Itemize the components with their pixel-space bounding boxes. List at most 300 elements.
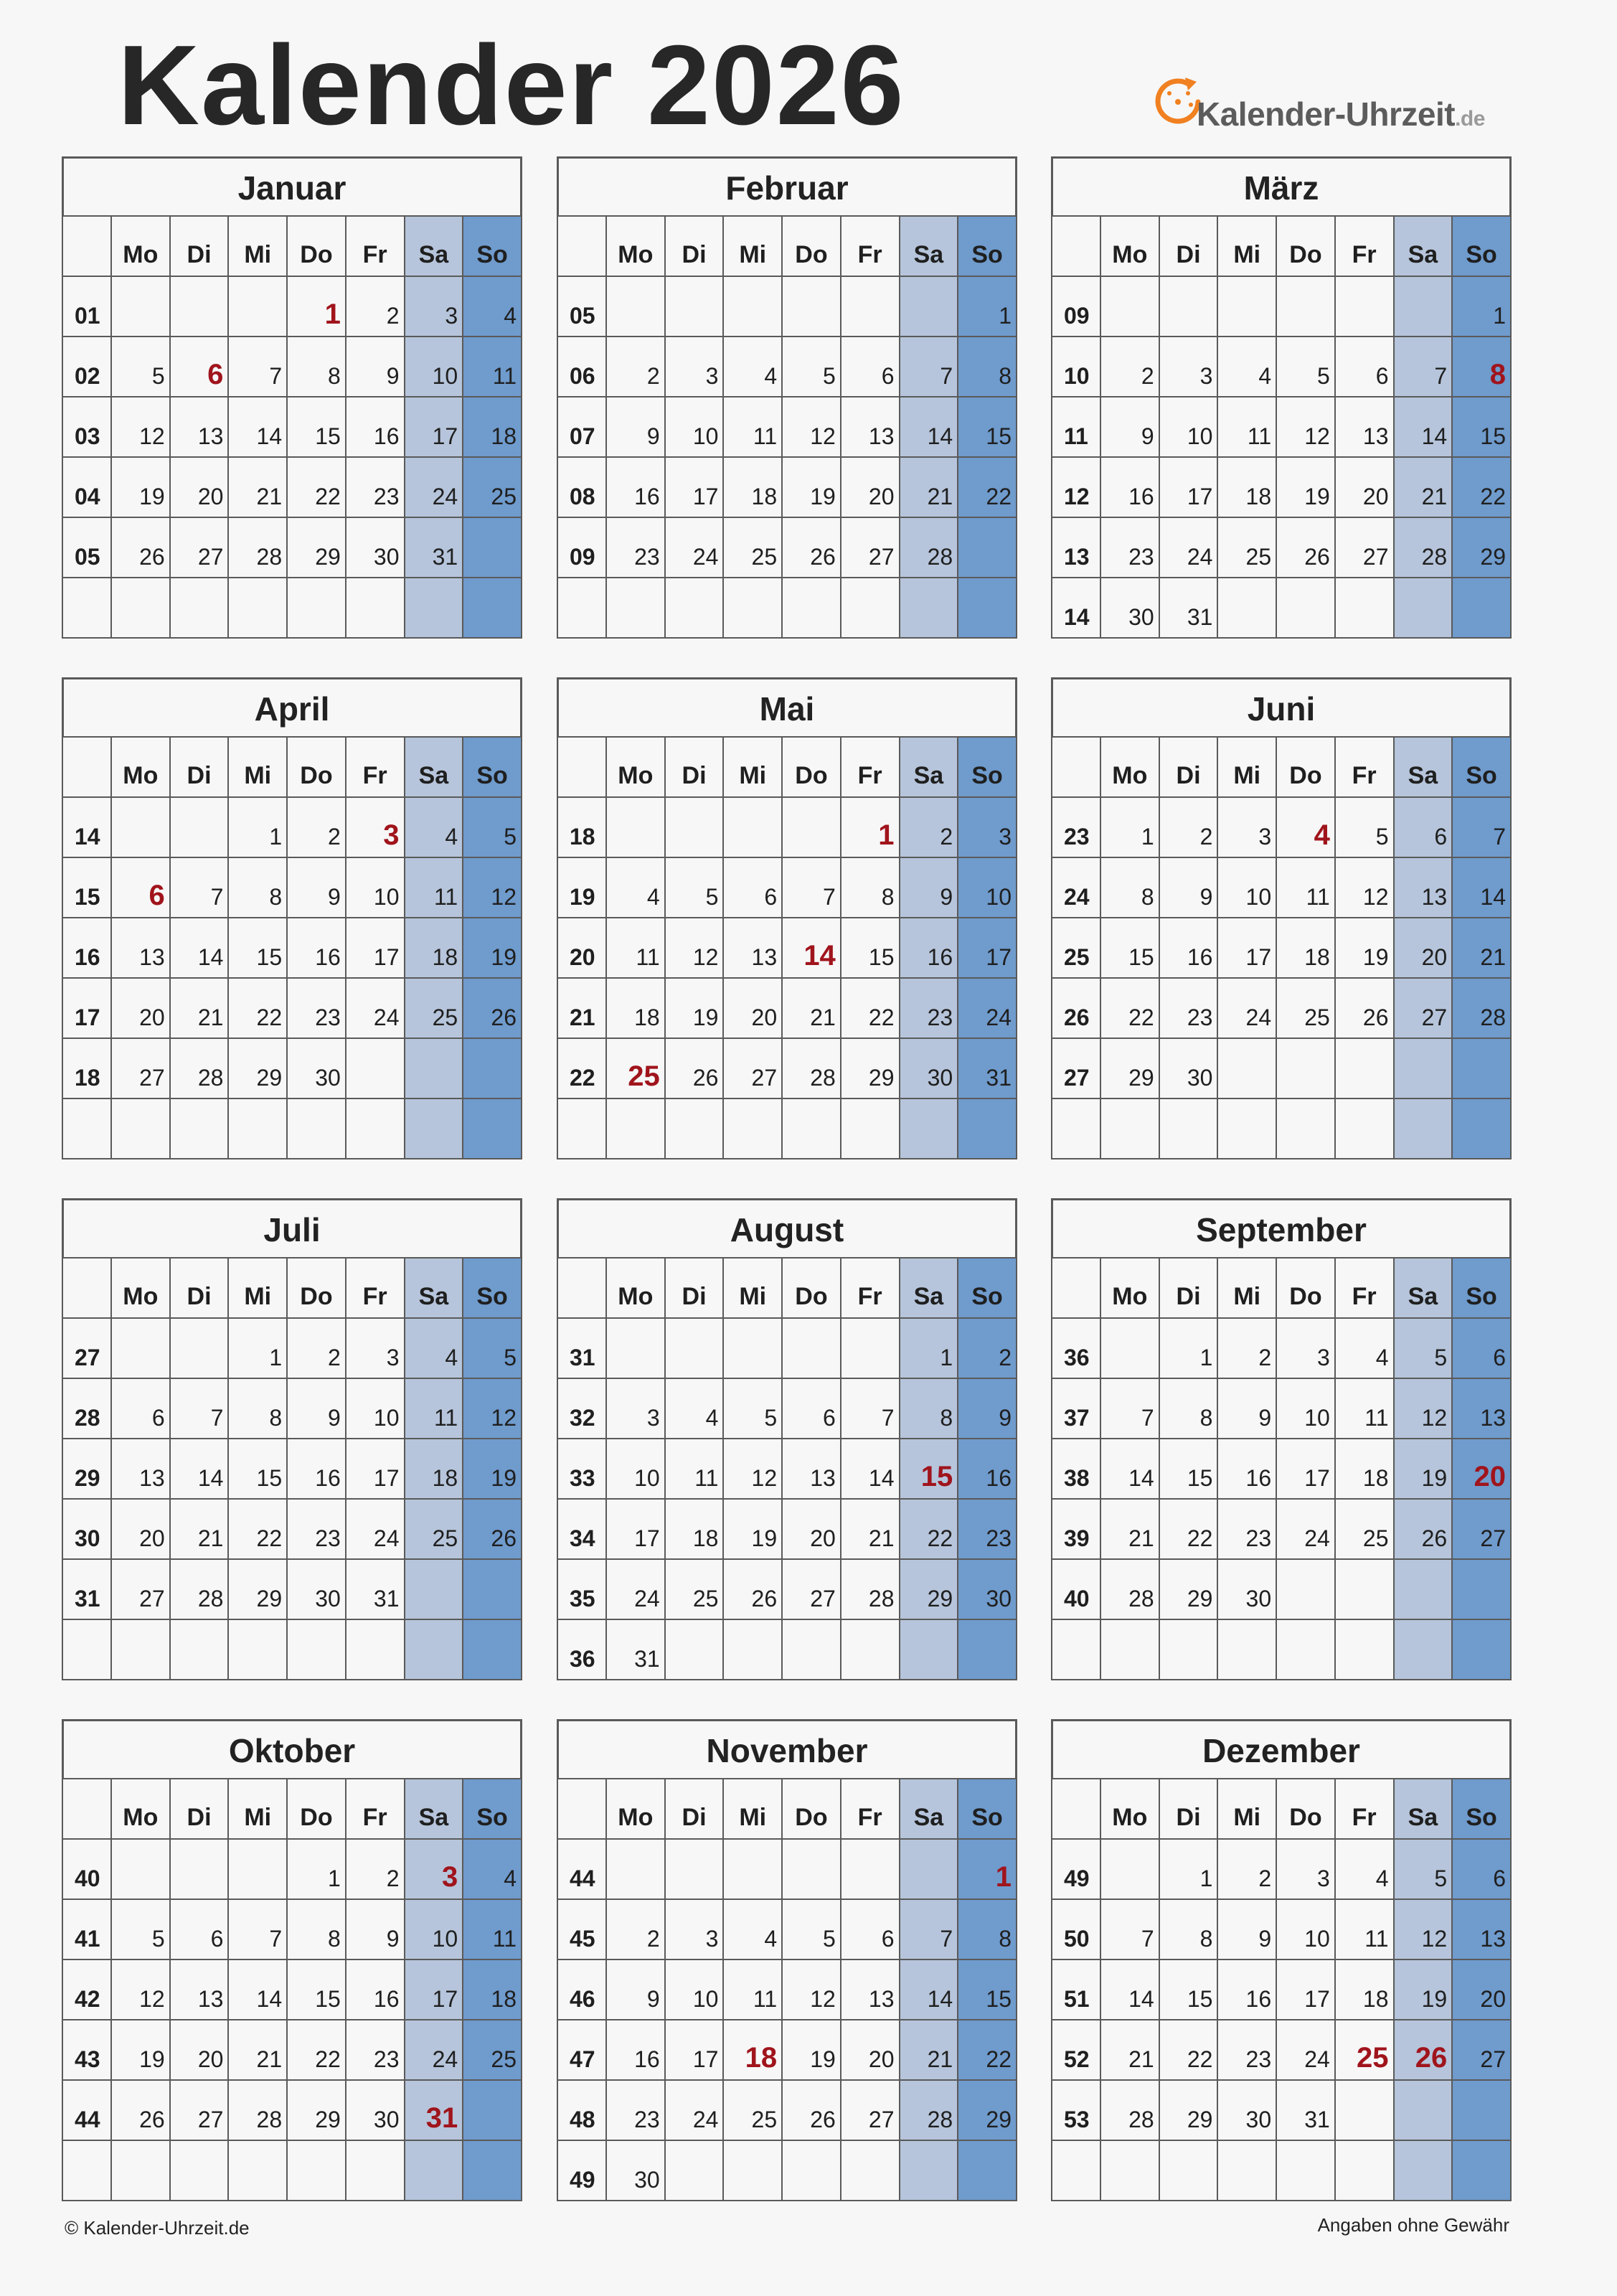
day-cell: 10: [405, 337, 463, 397]
week-number: 30: [62, 1499, 111, 1559]
weekday-header-row: [62, 1779, 522, 1839]
weekday-header: Mi: [1217, 216, 1276, 276]
week-number: 02: [62, 337, 111, 397]
empty-cell: [1452, 578, 1511, 638]
week-number: [62, 578, 111, 638]
empty-cell: [1452, 1559, 1511, 1619]
week-row: [557, 2020, 1017, 2080]
weekday-header: Mi: [723, 737, 782, 797]
empty-cell: [841, 1839, 900, 1899]
weekday-header: Mo: [606, 216, 665, 276]
day-cell: 26: [782, 2080, 841, 2140]
empty-cell: [900, 1619, 958, 1680]
empty-cell: [1159, 1098, 1218, 1159]
weekday-header: Sa: [1394, 1258, 1453, 1318]
day-cell: 29: [228, 1559, 287, 1619]
day-cell: 9: [1217, 1899, 1276, 1959]
day-cell: 12: [1394, 1378, 1453, 1439]
empty-cell: [1217, 2140, 1276, 2201]
week-number: 49: [1052, 1839, 1100, 1899]
day-cell: 31: [346, 1559, 405, 1619]
day-cell: 24: [958, 978, 1017, 1038]
week-number-header: [62, 216, 111, 276]
day-cell: 7: [170, 857, 229, 918]
weekday-header: Mi: [723, 1779, 782, 1839]
weekday-header: Di: [170, 1258, 229, 1318]
day-cell: 9: [346, 337, 405, 397]
day-cell: 26: [782, 517, 841, 578]
day-cell: 5: [782, 1899, 841, 1959]
empty-cell: [463, 1038, 522, 1098]
weekday-header: Sa: [405, 1779, 463, 1839]
empty-cell: [170, 797, 229, 857]
week-number-header: [1052, 737, 1100, 797]
day-cell: 14: [1394, 397, 1453, 457]
day-cell: 21: [170, 1499, 229, 1559]
week-number: 45: [557, 1899, 606, 1959]
weekday-header: Do: [287, 737, 346, 797]
day-cell: 21: [900, 2020, 958, 2080]
empty-cell: [1394, 1559, 1453, 1619]
empty-cell: [111, 578, 170, 638]
week-number: 11: [1052, 397, 1100, 457]
week-number: 05: [557, 276, 606, 337]
week-number: 26: [1052, 978, 1100, 1038]
month-table: [62, 215, 522, 639]
empty-cell: [287, 2140, 346, 2201]
week-row: [1052, 2020, 1511, 2080]
week-number: 16: [62, 918, 111, 978]
day-cell: 6: [111, 1378, 170, 1439]
weekday-header: Do: [1276, 1258, 1335, 1318]
day-cell: 26: [463, 978, 522, 1038]
day-cell: 20: [111, 1499, 170, 1559]
weekday-header: Mi: [1217, 1779, 1276, 1839]
day-cell: 8: [228, 857, 287, 918]
empty-cell: [463, 1098, 522, 1159]
empty-cell: [463, 2140, 522, 2201]
empty-cell: [287, 1098, 346, 1159]
day-cell: 29: [1452, 517, 1511, 578]
week-row: [62, 1098, 522, 1159]
day-cell: 5: [1335, 797, 1394, 857]
day-cell: 21: [228, 457, 287, 517]
week-number: 53: [1052, 2080, 1100, 2140]
day-cell: 21: [228, 2020, 287, 2080]
empty-cell: [1335, 276, 1394, 337]
empty-cell: [958, 517, 1017, 578]
day-cell: 5: [111, 337, 170, 397]
weekday-header-row: [557, 737, 1017, 797]
weekday-header: So: [1452, 1258, 1511, 1318]
day-cell: 18: [463, 1959, 522, 2020]
day-cell: 1: [1100, 797, 1159, 857]
weekday-header: Mo: [111, 216, 170, 276]
weekday-header: So: [463, 1779, 522, 1839]
day-cell: 10: [346, 857, 405, 918]
day-cell: 3: [665, 1899, 724, 1959]
day-cell: 28: [1452, 978, 1511, 1038]
weekday-header: Fr: [1335, 1779, 1394, 1839]
day-cell: 22: [287, 457, 346, 517]
week-row: [62, 1378, 522, 1439]
day-cell: 13: [111, 918, 170, 978]
day-cell: 8: [958, 1899, 1017, 1959]
day-cell: 10: [405, 1899, 463, 1959]
month-name: Februar: [557, 156, 1017, 215]
week-row: [1052, 276, 1511, 337]
day-cell: 28: [170, 1559, 229, 1619]
day-cell: 6: [1452, 1839, 1511, 1899]
week-number-header: [557, 216, 606, 276]
empty-cell: [958, 2140, 1017, 2201]
week-number: 38: [1052, 1439, 1100, 1499]
day-cell: 14: [841, 1439, 900, 1499]
day-cell: 14: [170, 1439, 229, 1499]
holiday-cell: 14: [782, 918, 841, 978]
week-row: [62, 276, 522, 337]
day-cell: 6: [1452, 1318, 1511, 1378]
day-cell: 22: [228, 978, 287, 1038]
day-cell: 19: [782, 457, 841, 517]
day-cell: 27: [1452, 2020, 1511, 2080]
week-row: [1052, 2140, 1511, 2201]
weekday-header: Mo: [111, 737, 170, 797]
weekday-header: Di: [170, 737, 229, 797]
weekday-header: So: [958, 1779, 1017, 1839]
day-cell: 27: [170, 517, 229, 578]
weekday-header: Di: [1159, 1258, 1218, 1318]
week-row: [1052, 1318, 1511, 1378]
week-number: [62, 1619, 111, 1680]
week-row: [1052, 578, 1511, 638]
day-cell: 16: [900, 918, 958, 978]
day-cell: 19: [1276, 457, 1335, 517]
empty-cell: [841, 1098, 900, 1159]
week-number: 06: [557, 337, 606, 397]
month-6: [62, 1198, 522, 1680]
day-cell: 24: [1159, 517, 1218, 578]
week-row: [1052, 1839, 1511, 1899]
day-cell: 21: [170, 978, 229, 1038]
empty-cell: [405, 1038, 463, 1098]
week-row: [557, 1499, 1017, 1559]
day-cell: 20: [841, 2020, 900, 2080]
weekday-header-row: [557, 216, 1017, 276]
week-row: [62, 2080, 522, 2140]
day-cell: 9: [900, 857, 958, 918]
holiday-cell: 25: [606, 1038, 665, 1098]
holiday-cell: 8: [1452, 337, 1511, 397]
weekday-header: Di: [1159, 737, 1218, 797]
empty-cell: [405, 1619, 463, 1680]
week-row: [62, 1038, 522, 1098]
day-cell: 18: [723, 457, 782, 517]
day-cell: 13: [841, 1959, 900, 2020]
day-cell: 4: [1217, 337, 1276, 397]
week-number: 27: [1052, 1038, 1100, 1098]
day-cell: 6: [170, 1899, 229, 1959]
day-cell: 3: [606, 1378, 665, 1439]
day-cell: 15: [1159, 1439, 1218, 1499]
weekday-header: Do: [1276, 216, 1335, 276]
weekday-header: So: [958, 216, 1017, 276]
day-cell: 31: [606, 1619, 665, 1680]
weekday-header: Do: [1276, 737, 1335, 797]
day-cell: 6: [1394, 797, 1453, 857]
week-row: [1052, 978, 1511, 1038]
day-cell: 16: [606, 457, 665, 517]
empty-cell: [111, 1318, 170, 1378]
day-cell: 4: [463, 1839, 522, 1899]
empty-cell: [1452, 1038, 1511, 1098]
empty-cell: [1335, 2080, 1394, 2140]
weekday-header: Mi: [228, 737, 287, 797]
day-cell: 24: [665, 517, 724, 578]
week-number: 39: [1052, 1499, 1100, 1559]
empty-cell: [782, 276, 841, 337]
day-cell: 2: [1100, 337, 1159, 397]
weekday-header: Do: [287, 1779, 346, 1839]
day-cell: 3: [1159, 337, 1218, 397]
day-cell: 7: [900, 337, 958, 397]
day-cell: 8: [900, 1378, 958, 1439]
week-number: 01: [62, 276, 111, 337]
day-cell: 20: [841, 457, 900, 517]
weekday-header: Mo: [606, 1779, 665, 1839]
day-cell: 9: [287, 857, 346, 918]
day-cell: 22: [1452, 457, 1511, 517]
week-number: 15: [62, 857, 111, 918]
day-cell: 4: [405, 1318, 463, 1378]
empty-cell: [170, 276, 229, 337]
weekday-header: Do: [782, 1779, 841, 1839]
day-cell: 5: [111, 1899, 170, 1959]
day-cell: 7: [782, 857, 841, 918]
week-number: 44: [62, 2080, 111, 2140]
day-cell: 21: [841, 1499, 900, 1559]
week-row: [62, 797, 522, 857]
weekday-header: Mi: [1217, 1258, 1276, 1318]
weekday-header: Sa: [405, 216, 463, 276]
day-cell: 11: [606, 918, 665, 978]
empty-cell: [900, 1098, 958, 1159]
day-cell: 19: [665, 978, 724, 1038]
day-cell: 15: [958, 397, 1017, 457]
day-cell: 12: [723, 1439, 782, 1499]
day-cell: 18: [1335, 1439, 1394, 1499]
week-number: 22: [557, 1038, 606, 1098]
day-cell: 22: [1159, 1499, 1218, 1559]
empty-cell: [111, 1839, 170, 1899]
day-cell: 17: [346, 918, 405, 978]
empty-cell: [900, 276, 958, 337]
empty-cell: [1394, 1038, 1453, 1098]
week-number-header: [1052, 1258, 1100, 1318]
empty-cell: [665, 1318, 724, 1378]
day-cell: 22: [1100, 978, 1159, 1038]
weekday-header-row: [1052, 1258, 1511, 1318]
empty-cell: [782, 1098, 841, 1159]
day-cell: 16: [606, 2020, 665, 2080]
week-number: 21: [557, 978, 606, 1038]
day-cell: 13: [1452, 1899, 1511, 1959]
weekday-header-row: [62, 1258, 522, 1318]
day-cell: 22: [900, 1499, 958, 1559]
day-cell: 12: [782, 1959, 841, 2020]
day-cell: 23: [1217, 1499, 1276, 1559]
week-number: 34: [557, 1499, 606, 1559]
empty-cell: [900, 2140, 958, 2201]
weekday-header: Di: [170, 1779, 229, 1839]
day-cell: 5: [463, 1318, 522, 1378]
month-9: [62, 1719, 522, 2201]
day-cell: 12: [665, 918, 724, 978]
day-cell: 19: [782, 2020, 841, 2080]
week-row: [1052, 397, 1511, 457]
day-cell: 5: [782, 337, 841, 397]
week-row: [1052, 1439, 1511, 1499]
empty-cell: [782, 2140, 841, 2201]
day-cell: 2: [1159, 797, 1218, 857]
day-cell: 27: [111, 1038, 170, 1098]
day-cell: 28: [782, 1038, 841, 1098]
week-number: 52: [1052, 2020, 1100, 2080]
week-number: 14: [62, 797, 111, 857]
empty-cell: [1159, 2140, 1218, 2201]
week-number-header: [557, 737, 606, 797]
day-cell: 20: [1394, 918, 1453, 978]
weekday-header-row: [62, 216, 522, 276]
empty-cell: [346, 2140, 405, 2201]
day-cell: 19: [463, 1439, 522, 1499]
day-cell: 11: [463, 1899, 522, 1959]
week-row: [62, 918, 522, 978]
week-number: 13: [1052, 517, 1100, 578]
week-number: 23: [1052, 797, 1100, 857]
weekday-header: Do: [782, 216, 841, 276]
week-number: 32: [557, 1378, 606, 1439]
month-name: Oktober: [62, 1719, 522, 1778]
empty-cell: [1394, 2080, 1453, 2140]
empty-cell: [1100, 1619, 1159, 1680]
day-cell: 29: [958, 2080, 1017, 2140]
day-cell: 30: [346, 517, 405, 578]
day-cell: 18: [1335, 1959, 1394, 2020]
day-cell: 4: [405, 797, 463, 857]
month-table: [1051, 215, 1512, 639]
day-cell: 24: [606, 1559, 665, 1619]
day-cell: 4: [723, 337, 782, 397]
empty-cell: [782, 578, 841, 638]
empty-cell: [228, 276, 287, 337]
week-row: [62, 857, 522, 918]
weekday-header: Di: [665, 1779, 724, 1839]
day-cell: 9: [958, 1378, 1017, 1439]
week-row: [1052, 1378, 1511, 1439]
empty-cell: [346, 578, 405, 638]
month-table: [1051, 1257, 1512, 1680]
empty-cell: [463, 1619, 522, 1680]
weekday-header: Fr: [1335, 737, 1394, 797]
week-number: 12: [1052, 457, 1100, 517]
week-row: [557, 1318, 1017, 1378]
holiday-cell: 1: [287, 276, 346, 337]
month-table: [1051, 736, 1512, 1159]
day-cell: 13: [111, 1439, 170, 1499]
week-row: [557, 1899, 1017, 1959]
month-table: [62, 736, 522, 1159]
month-3: [62, 677, 522, 1159]
week-number: 44: [557, 1839, 606, 1899]
week-row: [62, 457, 522, 517]
day-cell: 1: [1159, 1839, 1218, 1899]
week-row: [1052, 1619, 1511, 1680]
empty-cell: [1276, 276, 1335, 337]
week-row: [1052, 1559, 1511, 1619]
weekday-header: Sa: [900, 1779, 958, 1839]
month-2: [1051, 156, 1512, 639]
day-cell: 2: [958, 1318, 1017, 1378]
week-row: [1052, 1499, 1511, 1559]
week-number: 09: [1052, 276, 1100, 337]
day-cell: 10: [665, 1959, 724, 2020]
day-cell: 2: [606, 337, 665, 397]
week-number: 31: [62, 1559, 111, 1619]
holiday-cell: 26: [1394, 2020, 1453, 2080]
day-cell: 9: [606, 397, 665, 457]
day-cell: 8: [1159, 1899, 1218, 1959]
empty-cell: [1217, 578, 1276, 638]
month-name: April: [62, 677, 522, 736]
empty-cell: [405, 2140, 463, 2201]
day-cell: 30: [346, 2080, 405, 2140]
day-cell: 18: [606, 978, 665, 1038]
day-cell: 25: [405, 978, 463, 1038]
month-name: Juni: [1051, 677, 1512, 736]
day-cell: 26: [111, 2080, 170, 2140]
empty-cell: [900, 578, 958, 638]
day-cell: 3: [1217, 797, 1276, 857]
day-cell: 20: [782, 1499, 841, 1559]
holiday-cell: 3: [346, 797, 405, 857]
holiday-cell: 6: [111, 857, 170, 918]
week-row: [557, 1439, 1017, 1499]
week-row: [62, 978, 522, 1038]
day-cell: 24: [405, 457, 463, 517]
day-cell: 23: [287, 1499, 346, 1559]
holiday-cell: 31: [405, 2080, 463, 2140]
week-row: [62, 1499, 522, 1559]
day-cell: 4: [1335, 1318, 1394, 1378]
empty-cell: [841, 1619, 900, 1680]
week-number: 47: [557, 2020, 606, 2080]
day-cell: 15: [228, 918, 287, 978]
day-cell: 13: [1452, 1378, 1511, 1439]
week-row: [557, 1619, 1017, 1680]
empty-cell: [606, 1098, 665, 1159]
day-cell: 5: [1276, 337, 1335, 397]
week-number: 27: [62, 1318, 111, 1378]
day-cell: 11: [1335, 1899, 1394, 1959]
week-number: [62, 1098, 111, 1159]
day-cell: 26: [463, 1499, 522, 1559]
day-cell: 10: [1159, 397, 1218, 457]
logo[interactable]: [1154, 65, 1484, 136]
day-cell: 2: [346, 1839, 405, 1899]
day-cell: 25: [723, 2080, 782, 2140]
week-number: [62, 2140, 111, 2201]
